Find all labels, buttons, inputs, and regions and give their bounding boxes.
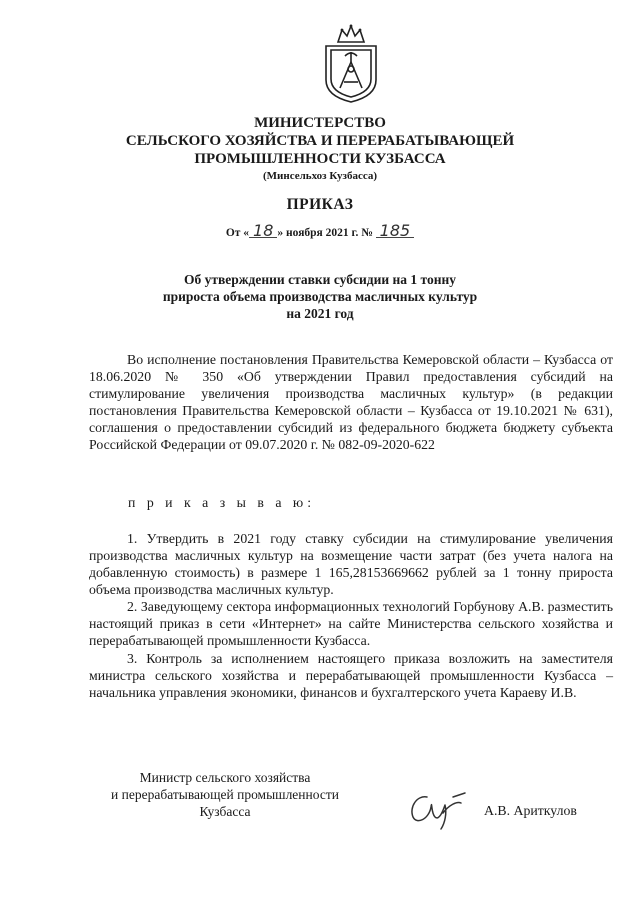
ministry-name-line3: ПРОМЫШЛЕННОСТИ КУЗБАССА	[194, 151, 446, 167]
title-line1: Об утверждении ставки субсидии на 1 тонну	[183, 272, 457, 287]
document-title	[0, 271, 640, 322]
order-item-2: 2. Заведующему сектора информационных технологий Горбунову А.В. разместить настоящий приказ в сети «Интернет» на сайте Министерства сельского хозяйства и перерабатывающей промышленности Кузбасса.	[89, 599, 613, 648]
ministry-short-name: (Минсельхоз Кузбасса)	[262, 170, 378, 182]
signatory-position	[90, 769, 360, 820]
signatory-name: А.В. Ариткулов	[484, 803, 577, 818]
date-day: 18	[249, 225, 277, 238]
ministry-name-line2: СЕЛЬСКОГО ХОЗЯЙСТВА И ПЕРЕРАБАТЫВАЮЩЕЙ	[125, 133, 515, 149]
date-prefix: От «	[225, 227, 250, 239]
coat-of-arms-emblem	[318, 22, 384, 106]
title-line2: прироста объема производства масличных культур	[162, 289, 478, 304]
order-item-1: 1. Утвердить в 2021 году ставку субсидии на стимулирование увеличения производства масличных культур на возмещение части затрат (без учета налога на добавленную стоимость) в размере 1 165,28153669662 рублей за 1 тонну прироста объема производства масличных культур.	[89, 531, 613, 597]
title-line3: на 2021 год	[286, 306, 354, 321]
position-line3: Кузбасса	[199, 804, 251, 819]
intro-paragraph: Во исполнение постановления Правительства Кемеровской области – Кузбасса от 18.06.2020 № 350 «Об утверждении Правил предоставления субсидий на стимулирование увеличения производства масличных культур» (в редакции постановления Правительства Кемеровской области – Кузбасса от 19.10.2021 № 631), соглашения о предоставлении субсидий из федерального бюджета бюджету субъекта Российской Федерации от 09.07.2020 г. № 082-09-2020-622	[89, 352, 613, 452]
document-date-number	[0, 221, 640, 240]
ministry-name-line1: МИНИСТЕРСТВО	[254, 115, 386, 131]
order-item-3: 3. Контроль за исполнением настоящего приказа возложить на заместителя министра сельского хозяйства и перерабатывающей промышленности Кузбасса – начальника управления экономики, финансов и бухгалтерского учета Караеву И.В.	[89, 651, 613, 700]
ministry-name	[0, 114, 640, 168]
date-middle: » ноября 2021 г. №	[277, 227, 373, 239]
position-line2: и перерабатывающей промышленности	[111, 787, 339, 802]
position-line1: Министр сельского хозяйства	[139, 770, 311, 785]
handwritten-signature	[405, 783, 475, 831]
order-word: п р и к а з ы в а ю:	[128, 495, 316, 510]
document-type: ПРИКАЗ	[286, 196, 354, 213]
document-number: 185	[376, 225, 415, 238]
